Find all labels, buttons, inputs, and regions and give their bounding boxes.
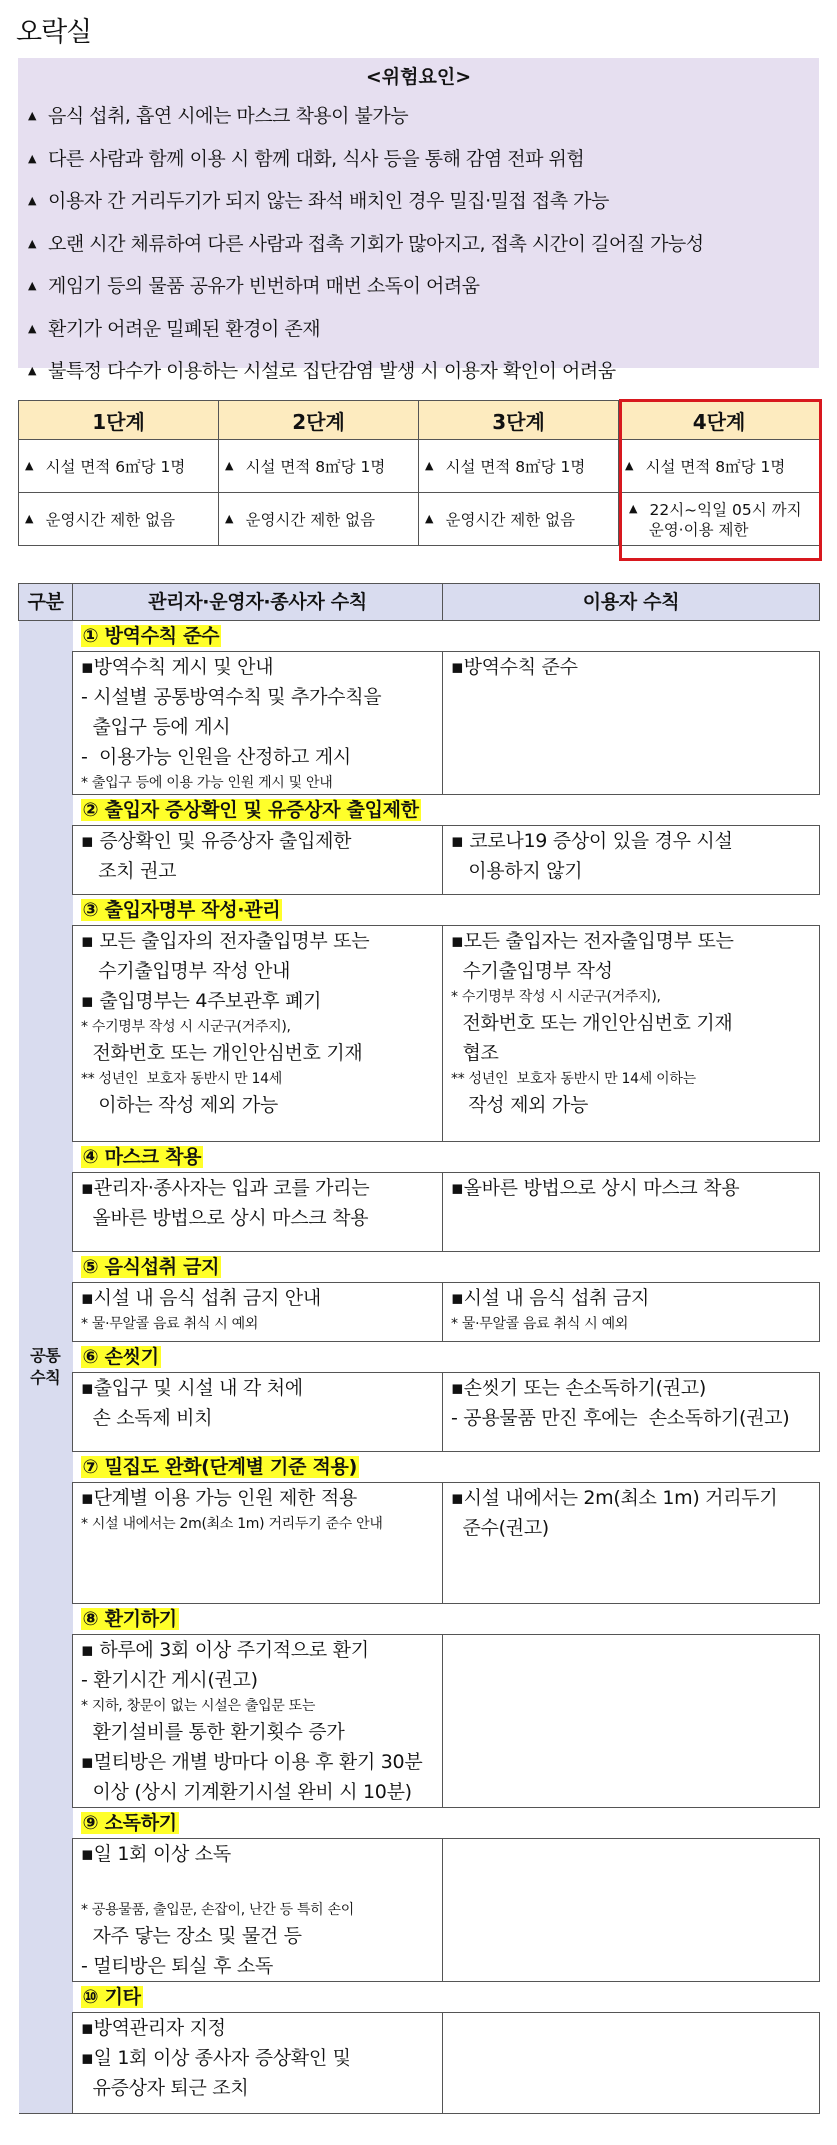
manager-rule-cell	[73, 926, 443, 1142]
triangle-bullet-icon: ▲	[28, 151, 36, 165]
section-title	[73, 1604, 820, 1635]
stage-1-area: ▲ 시설 면적 6㎡당 1명	[19, 440, 219, 493]
user-rule-cell	[443, 1283, 820, 1342]
rule-line: 협조	[451, 1042, 499, 1064]
user-rule-cell	[443, 926, 820, 1142]
section-label: ⑨ 소독하기	[82, 1812, 177, 1834]
triangle-bullet-icon: ▲	[28, 321, 36, 335]
rule-line: ▪일 1회 이상 소독	[81, 1843, 231, 1865]
stage-4-hours: ▲ 22시~익일 05시 까지 운영·이용 제한	[619, 493, 820, 546]
rule-line: 손 소독제 비치	[81, 1407, 213, 1429]
rule-line: 수기출입명부 작성	[451, 960, 613, 982]
rule-line: 환기설비를 통한 환기횟수 증가	[81, 1721, 345, 1743]
user-rule-cell	[443, 826, 820, 895]
rule-line: * 수기명부 작성 시 시군구(거주지),	[81, 1019, 291, 1035]
stage-3-area: ▲ 시설 면적 8㎡당 1명	[419, 440, 619, 493]
rule-line: ▪ 모든 출입자의 전자출입명부 또는	[81, 930, 370, 952]
rule-line: 조치 권고	[81, 860, 177, 882]
section-label: ⑧ 환기하기	[82, 1608, 177, 1630]
risk-list	[18, 95, 819, 393]
risk-item: ▲ 이용자 간 거리두기가 되지 않는 좌석 배치인 경우 밀집·밀접 접촉 가능	[28, 180, 819, 223]
stage-2-area: ▲ 시설 면적 8㎡당 1명	[219, 440, 419, 493]
triangle-bullet-icon: ▲	[28, 236, 36, 250]
rule-line: ▪방역관리자 지정	[81, 2017, 226, 2039]
rule-line: 출입구 등에 게시	[81, 716, 231, 738]
rule-line: * 물·무알콜 음료 취식 시 예외	[81, 1316, 259, 1332]
manager-rule-cell	[73, 652, 443, 795]
section-title	[73, 795, 820, 826]
section-title	[73, 621, 820, 652]
manager-rule-cell	[73, 1839, 443, 1982]
stage-2-hours: ▲ 운영시간 제한 없음	[219, 493, 419, 546]
rules-table	[18, 583, 820, 2114]
user-rule-cell	[443, 1373, 820, 1452]
manager-rule-cell	[73, 1173, 443, 1252]
rule-line: 준수(권고)	[451, 1517, 549, 1539]
user-rule-cell	[443, 1483, 820, 1604]
rule-line: 유증상자 퇴근 조치	[81, 2077, 249, 2099]
section-label: ⑩ 기타	[82, 1986, 141, 2008]
rule-line: ▪ 하루에 3회 이상 주기적으로 환기	[81, 1639, 369, 1661]
rule-line: ▪시설 내에서는 2m(최소 1m) 거리두기	[451, 1487, 778, 1509]
user-rule-cell	[443, 652, 820, 795]
section-label: ② 출입자 증상확인 및 유증상자 출입제한	[82, 799, 419, 821]
rule-line: - 공용물품 만진 후에는 손소독하기(권고)	[451, 1407, 790, 1429]
risk-heading: <위험요인>	[365, 66, 472, 88]
rule-line: - 환기시간 게시(권고)	[81, 1669, 258, 1691]
rule-line: ▪시설 내 음식 섭취 금지	[451, 1287, 650, 1309]
rule-line: 이용하지 않기	[451, 860, 583, 882]
rule-line: ▪올바른 방법으로 상시 마스크 착용	[451, 1177, 740, 1199]
rule-line: ▪멀티방은 개별 방마다 이용 후 환기 30분	[81, 1751, 423, 1773]
triangle-bullet-icon: ▲	[28, 364, 36, 377]
rule-line: ** 성년인 보호자 동반시 만 14세	[81, 1071, 282, 1087]
triangle-bullet-icon: ▲	[28, 279, 36, 292]
risk-item: ▲ 환기가 어려운 밀폐된 환경이 존재	[28, 308, 819, 351]
rule-line: 자주 닿는 장소 및 물건 등	[81, 1925, 302, 1947]
rule-line: ▪ 출입명부는 4주보관후 폐기	[81, 990, 322, 1012]
rule-line: ▪단계별 이용 가능 인원 제한 적용	[81, 1487, 357, 1509]
rule-line: * 공용물품, 출입문, 손잡이, 난간 등 특히 손이	[81, 1902, 355, 1918]
rule-line	[81, 1869, 434, 1899]
rule-line: ▪방역수칙 게시 및 안내	[81, 656, 274, 678]
rule-line: * 출입구 등에 이용 가능 인원 게시 및 안내	[81, 775, 333, 791]
rule-line: - 시설별 공통방역수칙 및 추가수칙을	[81, 686, 382, 708]
page-title: 오락실	[16, 17, 92, 48]
stage-3-header: 3단계	[419, 401, 619, 440]
rule-line: ▪손씻기 또는 손소독하기(권고)	[451, 1377, 706, 1399]
rule-line: ▪모든 출입자는 전자출입명부 또는	[451, 930, 734, 952]
risk-factors-box	[18, 58, 819, 382]
rule-line: 전화번호 또는 개인안심번호 기재	[451, 1012, 733, 1034]
rule-line: ▪ 증상확인 및 유증상자 출입제한	[81, 830, 352, 852]
gubun-label: 수칙	[30, 1368, 61, 1387]
risk-item: ▲ 오랜 시간 체류하여 다른 사람과 접촉 기회가 많아지고, 접촉 시간이 길어질 가능성	[28, 223, 819, 266]
risk-item: ▲ 다른 사람과 함께 이용 시 함께 대화, 식사 등을 통해 감염 전파 위험	[28, 138, 819, 181]
section-title	[73, 1342, 820, 1373]
rule-line: * 지하, 창문이 없는 시설은 출입문 또는	[81, 1698, 316, 1714]
rule-line: - 이용가능 인원을 산정하고 게시	[81, 746, 351, 768]
rule-line: * 시설 내에서는 2m(최소 1m) 거리두기 준수 안내	[81, 1516, 383, 1532]
rule-line: 이하는 작성 제외 가능	[81, 1094, 278, 1116]
rule-line: ▪출입구 및 시설 내 각 처에	[81, 1377, 303, 1399]
user-rule-cell	[443, 1635, 820, 1808]
manager-rule-cell	[73, 826, 443, 895]
col-user: 이용자 수칙	[443, 584, 820, 621]
gubun-common-rules	[19, 621, 73, 2114]
section-title	[73, 1252, 820, 1283]
rule-line: - 멀티방은 퇴실 후 소독	[81, 1955, 274, 1977]
section-title	[73, 1142, 820, 1173]
rule-line: ▪시설 내 음식 섭취 금지 안내	[81, 1287, 321, 1309]
gubun-label: 공통	[30, 1346, 61, 1365]
rule-line: 전화번호 또는 개인안심번호 기재	[81, 1042, 363, 1064]
rule-line: ▪관리자·종사자는 입과 코를 가리는	[81, 1177, 370, 1199]
section-title	[73, 1982, 820, 2013]
section-label: ⑥ 손씻기	[82, 1346, 159, 1368]
stage-2-header: 2단계	[219, 401, 419, 440]
rule-line: 이상 (상시 기계환기시설 완비 시 10분)	[81, 1781, 412, 1803]
section-title	[73, 1452, 820, 1483]
triangle-bullet-icon: ▲	[28, 109, 36, 122]
col-manager: 관리자·운영자·종사자 수칙	[73, 584, 443, 621]
stage-4-header: 4단계	[619, 401, 820, 440]
risk-item: ▲ 게임기 등의 물품 공유가 빈번하며 매번 소독이 어려움	[28, 265, 819, 308]
rule-line: ▪방역수칙 준수	[451, 656, 578, 678]
rule-line: * 수기명부 작성 시 시군구(거주지),	[451, 989, 661, 1005]
user-rule-cell	[443, 2013, 820, 2114]
stage-1-hours: ▲ 운영시간 제한 없음	[19, 493, 219, 546]
section-label: ④ 마스크 착용	[82, 1146, 202, 1168]
user-rule-cell	[443, 1173, 820, 1252]
col-gubun: 구분	[19, 584, 73, 621]
manager-rule-cell	[73, 2013, 443, 2114]
section-label: ⑦ 밀집도 완화(단계별 기준 적용)	[82, 1456, 357, 1478]
manager-rule-cell	[73, 1373, 443, 1452]
rule-line: * 물·무알콜 음료 취식 시 예외	[451, 1316, 629, 1332]
user-rule-cell	[443, 1839, 820, 1982]
risk-item: ▲ 불특정 다수가 이용하는 시설로 집단감염 발생 시 이용자 확인이 어려움	[28, 350, 819, 393]
section-label: ① 방역수칙 준수	[82, 625, 220, 647]
rule-line: ▪일 1회 이상 종사자 증상확인 및	[81, 2047, 351, 2069]
risk-item: ▲ 음식 섭취, 흡연 시에는 마스크 착용이 불가능	[28, 95, 819, 138]
manager-rule-cell	[73, 1483, 443, 1604]
rule-line: ▪ 코로나19 증상이 있을 경우 시설	[451, 830, 733, 852]
stage-1-header: 1단계	[19, 401, 219, 440]
rule-line: 올바른 방법으로 상시 마스크 착용	[81, 1207, 369, 1229]
section-title	[73, 895, 820, 926]
manager-rule-cell	[73, 1635, 443, 1808]
stage-4-area: ▲ 시설 면적 8㎡당 1명	[619, 440, 820, 493]
triangle-bullet-icon: ▲	[28, 194, 36, 207]
rule-line: 수기출입명부 작성 안내	[81, 960, 291, 982]
section-title	[73, 1808, 820, 1839]
rule-line: 작성 제외 가능	[451, 1094, 589, 1116]
section-label: ③ 출입자명부 작성·관리	[82, 899, 281, 921]
stage-3-hours: ▲ 운영시간 제한 없음	[419, 493, 619, 546]
manager-rule-cell	[73, 1283, 443, 1342]
stage-table	[18, 400, 820, 546]
section-label: ⑤ 음식섭취 금지	[82, 1256, 220, 1278]
rule-line: ** 성년인 보호자 동반시 만 14세 이하는	[451, 1071, 696, 1087]
